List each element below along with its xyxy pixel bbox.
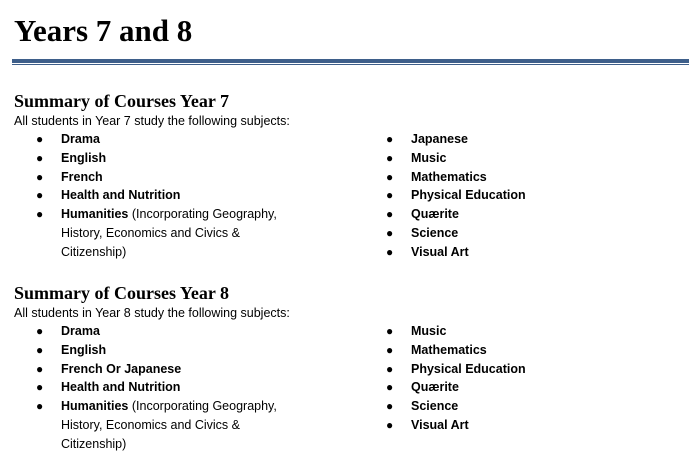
subject-name: Japanese	[411, 132, 468, 146]
subject-name: Science	[411, 225, 459, 240]
subject-name: Quærite	[411, 380, 459, 395]
subject-item	[36, 360, 306, 379]
bullet-icon: ●	[386, 225, 394, 240]
subject-item	[386, 149, 646, 168]
subject-item	[36, 149, 306, 168]
subject-list-left	[36, 130, 306, 262]
subject-name: Health and Nutrition	[61, 188, 181, 203]
bullet-icon: ●	[36, 399, 44, 414]
subject-name: Music	[411, 150, 447, 165]
section-intro: All students in Year 7 study the following subjects:	[14, 114, 290, 128]
subject-name: Mathematics	[411, 169, 487, 184]
subject-item	[386, 397, 646, 416]
section-year-8	[14, 282, 694, 462]
subject-item	[36, 341, 306, 360]
subject-item	[386, 130, 646, 149]
bullet-icon: ●	[386, 169, 394, 184]
subject-item	[386, 186, 646, 205]
subject-item	[36, 378, 306, 397]
subject-name: Music	[411, 324, 447, 338]
subject-columns	[14, 322, 694, 462]
bullet-icon: ●	[36, 361, 44, 376]
subject-name: English	[61, 150, 107, 165]
subject-item	[36, 168, 306, 187]
subject-columns	[14, 130, 694, 270]
bullet-icon: ●	[386, 399, 394, 414]
subject-item	[386, 243, 646, 262]
bullet-icon: ●	[386, 361, 394, 376]
bullet-icon: ●	[386, 132, 394, 146]
subject-list-right	[386, 130, 646, 262]
subject-name: Humanities	[61, 207, 129, 222]
subject-name: French	[61, 169, 103, 184]
bullet-icon: ●	[36, 169, 44, 184]
subject-name: Drama	[61, 132, 100, 146]
bullet-icon: ●	[386, 244, 394, 259]
subject-name: Visual Art	[411, 244, 469, 259]
bullet-icon: ●	[36, 324, 44, 338]
subject-name: French Or Japanese	[61, 361, 182, 376]
bullet-icon: ●	[386, 324, 394, 338]
subject-list-left	[36, 322, 306, 454]
title-rule-thick	[12, 59, 689, 63]
bullet-icon: ●	[386, 207, 394, 222]
subject-name: Physical Education	[411, 188, 526, 203]
bullet-icon: ●	[386, 380, 394, 395]
subject-item	[36, 186, 306, 205]
section-year-7	[14, 90, 694, 270]
bullet-icon: ●	[386, 188, 394, 203]
bullet-icon: ●	[386, 150, 394, 165]
bullet-icon: ●	[36, 207, 44, 222]
subject-item	[36, 130, 306, 149]
subject-name: English	[61, 342, 107, 357]
subject-name: Physical Education	[411, 361, 526, 376]
section-heading: Summary of Courses Year 7	[14, 91, 229, 111]
bullet-icon: ●	[36, 188, 44, 203]
subject-item	[36, 205, 306, 261]
bullet-icon: ●	[36, 150, 44, 165]
subject-item	[36, 397, 306, 453]
subject-detail: (Incorporating Geography, History, Economics and Civics & Citizenship)	[61, 399, 277, 451]
subject-item	[386, 322, 646, 341]
subject-name: Humanities	[61, 399, 129, 414]
section-heading: Summary of Courses Year 8	[14, 283, 229, 303]
subject-item	[386, 168, 646, 187]
subject-item	[386, 341, 646, 360]
subject-name: Drama	[61, 324, 100, 338]
bullet-icon: ●	[386, 417, 394, 432]
subject-item	[36, 322, 306, 341]
subject-item	[386, 360, 646, 379]
bullet-icon: ●	[36, 342, 44, 357]
subject-detail: (Incorporating Geography, History, Economics and Civics & Citizenship)	[61, 207, 277, 259]
subject-name: Quærite	[411, 207, 459, 222]
title-rule-thin	[12, 64, 689, 65]
bullet-icon: ●	[386, 342, 394, 357]
subject-name: Science	[411, 399, 459, 414]
subject-item	[386, 224, 646, 243]
subject-item	[386, 205, 646, 224]
subject-name: Visual Art	[411, 417, 469, 432]
section-intro: All students in Year 8 study the following subjects:	[14, 306, 290, 320]
bullet-icon: ●	[36, 380, 44, 395]
subject-name: Health and Nutrition	[61, 380, 181, 395]
subject-item	[386, 416, 646, 435]
bullet-icon: ●	[36, 132, 44, 146]
subject-name: Mathematics	[411, 342, 487, 357]
subject-list-right	[386, 322, 646, 435]
subject-item	[386, 378, 646, 397]
page-title: Years 7 and 8	[14, 13, 193, 48]
